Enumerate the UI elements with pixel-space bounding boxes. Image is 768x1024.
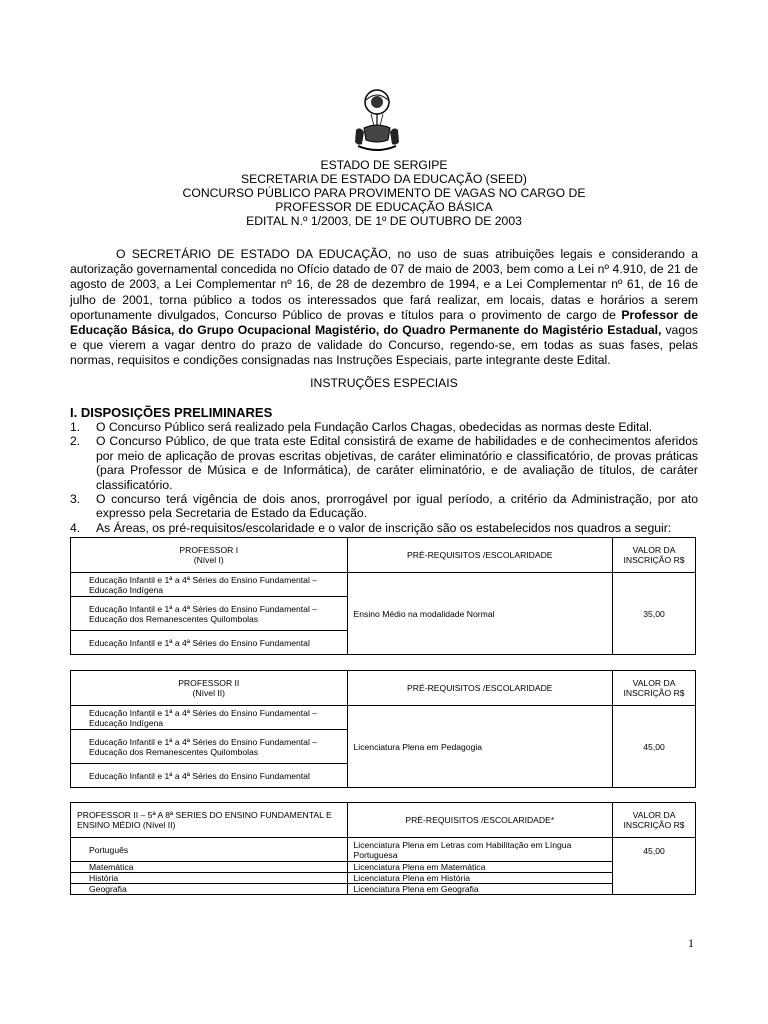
- header-subtitle: (Nível I): [193, 555, 224, 565]
- header-position: PROFESSOR DE EDUCAÇÃO BÁSICA: [275, 200, 493, 214]
- item-number: 1.: [70, 420, 81, 434]
- requirement-cell: Licenciatura Plena em Letras com Habilitação em Língua Portuguesa: [347, 838, 613, 862]
- preliminary-list: [70, 420, 698, 535]
- state-coat-of-arms-icon: [352, 86, 402, 154]
- intro-text-2: vagos e que vierem a vagar dentro do prazo de validade do Concurso, regendo-se, em todas as suas fases, pelas normas, requisitos e condições consignadas nas Instruções Especiais, parte integrante deste Edital.: [70, 323, 698, 368]
- table-header-row: [71, 538, 696, 573]
- header-state: ESTADO DE SERGIPE: [320, 158, 448, 172]
- table-row: [71, 706, 696, 730]
- list-item: [70, 420, 698, 434]
- list-item: [70, 521, 698, 535]
- list-item: [70, 492, 698, 521]
- header-secretariat: SECRETARIA DE ESTADO DA EDUCAÇÃO (SEED): [240, 172, 527, 186]
- table-professor-ii: [70, 670, 696, 788]
- header-cell-fee: VALOR DA INSCRIÇÃO R$: [613, 803, 696, 838]
- item-number: 2.: [70, 434, 81, 449]
- area-cell: Português: [71, 838, 348, 862]
- requirement-cell: Licenciatura Plena em Matemática: [347, 862, 613, 873]
- area-cell: Matemática: [71, 862, 348, 873]
- document-header: [70, 158, 698, 228]
- section-title: I. DISPOSIÇÕES PRELIMINARES: [70, 405, 273, 420]
- requirement-cell: Licenciatura Plena em História: [347, 873, 613, 884]
- header-cell-requirements: PRÉ-REQUISITOS /ESCOLARIDADE: [347, 538, 613, 573]
- table-row: [71, 838, 696, 862]
- area-cell: Educação Infantil e 1ª a 4ª Séries do Ensino Fundamental – Educação Indígena: [71, 706, 348, 730]
- item-text: As Áreas, os pré-requisitos/escolaridade e o valor de inscrição são os estabelecidos nos quadros a seguir:: [96, 520, 672, 535]
- table-professor-i: [70, 537, 696, 655]
- requirement-cell: Ensino Médio na modalidade Normal: [347, 573, 613, 655]
- item-number: 3.: [70, 492, 81, 507]
- fee-cell: 45,00: [613, 706, 696, 788]
- item-number: 4.: [70, 520, 81, 535]
- item-text: O Concurso Público, de que trata este Edital consistirá de exame de habilidades e de conhecimentos aferidos por meio de aplicação de provas escritas objetivas, de caráter eliminatório e classificatório, de provas práticas (para Professor de Música e de Informática), de caráter eliminatório, e de avaliação de títulos, de caráter classificatório.: [96, 434, 698, 492]
- item-text: O Concurso Público será realizado pela Fundação Carlos Chagas, obedecidas as normas deste Edital.: [96, 420, 653, 434]
- instructions-title: INSTRUÇÕES ESPECIAIS: [310, 376, 458, 390]
- area-cell: Educação Infantil e 1ª a 4ª Séries do Ensino Fundamental – Educação Indígena: [71, 573, 348, 597]
- header-contest: CONCURSO PÚBLICO PARA PROVIMENTO DE VAGAS NO CARGO DE: [182, 186, 586, 200]
- intro-text-1: O SECRETÁRIO DE ESTADO DA EDUCAÇÃO, no uso de suas atribuições legais e considerando a autorização governamental concedida no Ofício datado de 07 de maio de 2003, bem como a Lei nº 4.910, de 21 de agosto de 2003, a Lei Complementar nº 16, de 28 de dezembro de 1994, e a Lei Complementar nº 61, de 16 de julho de 2001, torna público a todos os interessados que fará realizar, em locais, datas e horários a serem oportunamente divulgados, Concurso Público de provas e títulos para o provimento de cargo de: [70, 247, 698, 322]
- item-text: O concurso terá vigência de dois anos, prorrogável por igual período, a critério da Administração, por ato expresso pela Secretaria de Estado da Educação.: [96, 492, 698, 521]
- area-cell: Educação Infantil e 1ª a 4ª Séries do Ensino Fundamental: [71, 764, 348, 788]
- table-row: [71, 862, 696, 873]
- header-title: PROFESSOR II: [178, 678, 240, 688]
- area-cell: História: [71, 873, 348, 884]
- intro-paragraph: [70, 247, 698, 369]
- header-cell-fee: VALOR DA INSCRIÇÃO R$: [613, 671, 696, 706]
- table-header-row: [71, 803, 696, 838]
- table-row: [71, 873, 696, 884]
- intro-bold-text: Professor de Educação Básica, do Grupo Ocupacional Magistério, do Quadro Permanente do Magistério Estadual,: [70, 307, 699, 338]
- header-cell-area: [71, 538, 348, 573]
- area-cell: Educação Infantil e 1ª a 4ª Séries do Ensino Fundamental: [71, 631, 348, 655]
- list-item: [70, 434, 698, 492]
- fee-cell: 45,00: [613, 838, 696, 895]
- header-edital: EDITAL N.º 1/2003, DE 1º DE OUTUBRO DE 2003: [246, 214, 522, 228]
- header-title: PROFESSOR I: [179, 545, 239, 555]
- header-cell-fee: VALOR DA INSCRIÇÃO R$: [613, 538, 696, 573]
- fee-cell: 35,00: [613, 573, 696, 655]
- header-subtitle: (Nível II): [192, 688, 225, 698]
- table-row: [71, 573, 696, 597]
- header-cell-area: [71, 671, 348, 706]
- area-cell: Geografia: [71, 884, 348, 895]
- table-row: [71, 884, 696, 895]
- page-number: 1: [688, 936, 694, 950]
- requirement-cell: Licenciatura Plena em Geografia: [347, 884, 613, 895]
- area-cell: Educação Infantil e 1ª a 4ª Séries do Ensino Fundamental – Educação dos Remanescentes Quilombolas: [71, 730, 348, 764]
- requirement-cell: Licenciatura Plena em Pedagogia: [347, 706, 613, 788]
- header-cell-area: PROFESSOR II – 5ª A 8ª SERIES DO ENSINO FUNDAMENTAL E ENSINO MÉDIO (Nível II): [71, 803, 348, 838]
- table-header-row: [71, 671, 696, 706]
- area-cell: Educação Infantil e 1ª a 4ª Séries do Ensino Fundamental – Educação dos Remanescentes Quilombolas: [71, 597, 348, 631]
- header-cell-requirements: PRÉ-REQUISITOS /ESCOLARIDADE*: [347, 803, 613, 838]
- table-professor-ii-upper: [70, 802, 696, 895]
- header-cell-requirements: PRÉ-REQUISITOS /ESCOLARIDADE: [347, 671, 613, 706]
